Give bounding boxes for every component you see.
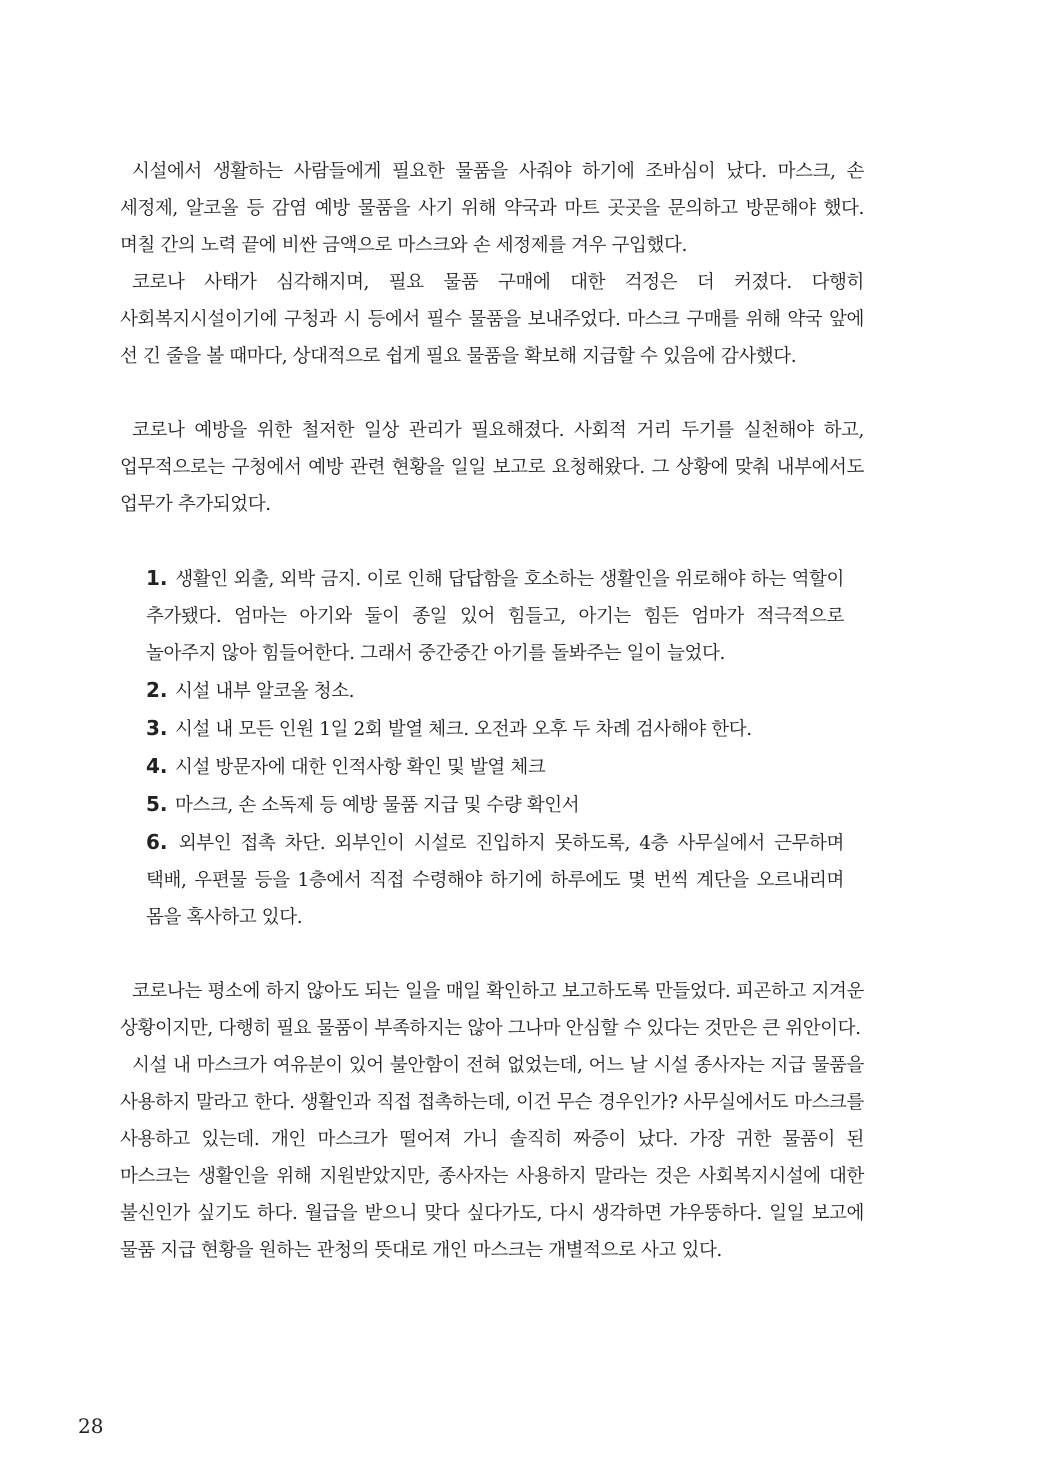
list-number: 6.: [146, 830, 168, 854]
list-number: 2.: [146, 678, 168, 702]
paragraph-gap: [120, 523, 864, 560]
body-text: [120, 153, 864, 1269]
list-text: 마스크, 손 소독제 등 예방 물품 지급 및 수량 확인서: [175, 795, 580, 816]
list-text: 외부인 접촉 차단. 외부인이 시설로 진입하지 못하도록, 4층 사무실에서 근무하며 택배, 우편물 등을 1층에서 직접 수령해야 하기에 하루에도 몇 번씩 계단을 오르내리며 몸을 혹사하고 있다.: [146, 833, 844, 928]
paragraph: 코로나는 평소에 하지 않아도 되는 일을 매일 확인하고 보고하도록 만들었다. 피곤하고 지겨운 상황이지만, 다행히 필요 물품이 부족하지는 않아 그나마 안심할 수 있다는 것만은 큰 위안이다.: [120, 981, 864, 1039]
list-item: [146, 824, 844, 936]
list-item: [146, 710, 844, 748]
list-item: [146, 786, 844, 824]
list-item: [146, 748, 844, 786]
list-number: 5.: [146, 792, 168, 816]
paragraph: 시설에서 생활하는 사람들에게 필요한 물품을 사줘야 하기에 조바심이 났다. 마스크, 손 세정제, 알코올 등 감염 예방 물품을 사기 위해 약국과 마트 곳곳을 문의하고 방문해야 했다. 며칠 간의 노력 끝에 비싼 금액으로 마스크와 손 세정제를 겨우 구입했다.: [120, 161, 864, 256]
list-text: 생활인 외출, 외박 금지. 이로 인해 답답함을 호소하는 생활인을 위로해야 하는 역할이 추가됐다. 엄마는 아기와 둘이 종일 있어 힘들고, 아기는 힘든 엄마가 적극적으로 놀아주지 않아 힘들어한다. 그래서 중간중간 아기를 돌봐주는 일이 늘었다.: [146, 569, 845, 664]
list-text: 시설 방문자에 대한 인적사항 확인 및 발열 체크: [175, 757, 546, 778]
paragraph-gap: [120, 936, 864, 973]
paragraph: 코로나 사태가 심각해지며, 필요 물품 구매에 대한 걱정은 더 커졌다. 다행히 사회복지시설이기에 구청과 시 등에서 필수 물품을 보내주었다. 마스크 구매를 위해 약국 앞에 선 긴 줄을 볼 때마다, 상대적으로 쉽게 필요 물품을 확보해 지급할 수 있음에 감사했다.: [120, 272, 864, 367]
paragraph: 시설 내 마스크가 여유분이 있어 불안함이 전혀 없었는데, 어느 날 시설 종사자는 지급 물품을 사용하지 말라고 한다. 생활인과 직접 접촉하는데, 이건 무슨 경우인가? 사무실에서도 마스크를 사용하고 있는데. 개인 마스크가 떨어져 가니 솔직히 짜증이 났다. 가장 귀한 물품이 된 마스크는 생활인을 위해 지원받았지만, 종사자는 사용하지 말라는 것은 사회복지시설에 대한 불신인가 싶기도 하다. 월급을 받으니 맞다 싶다가도, 다시 생각하면 갸우뚱하다. 일일 보고에 물품 지급 현황을 원하는 관청의 뜻대로 개인 마스크는 개별적으로 사고 있다.: [120, 1055, 864, 1261]
paragraph-gap: [120, 375, 864, 412]
list-number: 3.: [146, 716, 168, 740]
list-text: 시설 내부 알코올 청소.: [175, 681, 355, 702]
task-list: [120, 560, 864, 936]
paragraph: 코로나 예방을 위한 철저한 일상 관리가 필요해졌다. 사회적 거리 두기를 실천해야 하고, 업무적으로는 구청에서 예방 관련 현황을 일일 보고로 요청해왔다. 그 상황에 맞춰 내부에서도 업무가 추가되었다.: [120, 420, 864, 515]
list-item: [146, 672, 844, 710]
page-number: 28: [78, 1414, 104, 1438]
list-text: 시설 내 모든 인원 1일 2회 발열 체크. 오전과 오후 두 차례 검사해야 한다.: [175, 719, 752, 740]
list-number: 4.: [146, 754, 168, 778]
list-number: 1.: [146, 566, 168, 590]
list-item: [146, 560, 844, 672]
